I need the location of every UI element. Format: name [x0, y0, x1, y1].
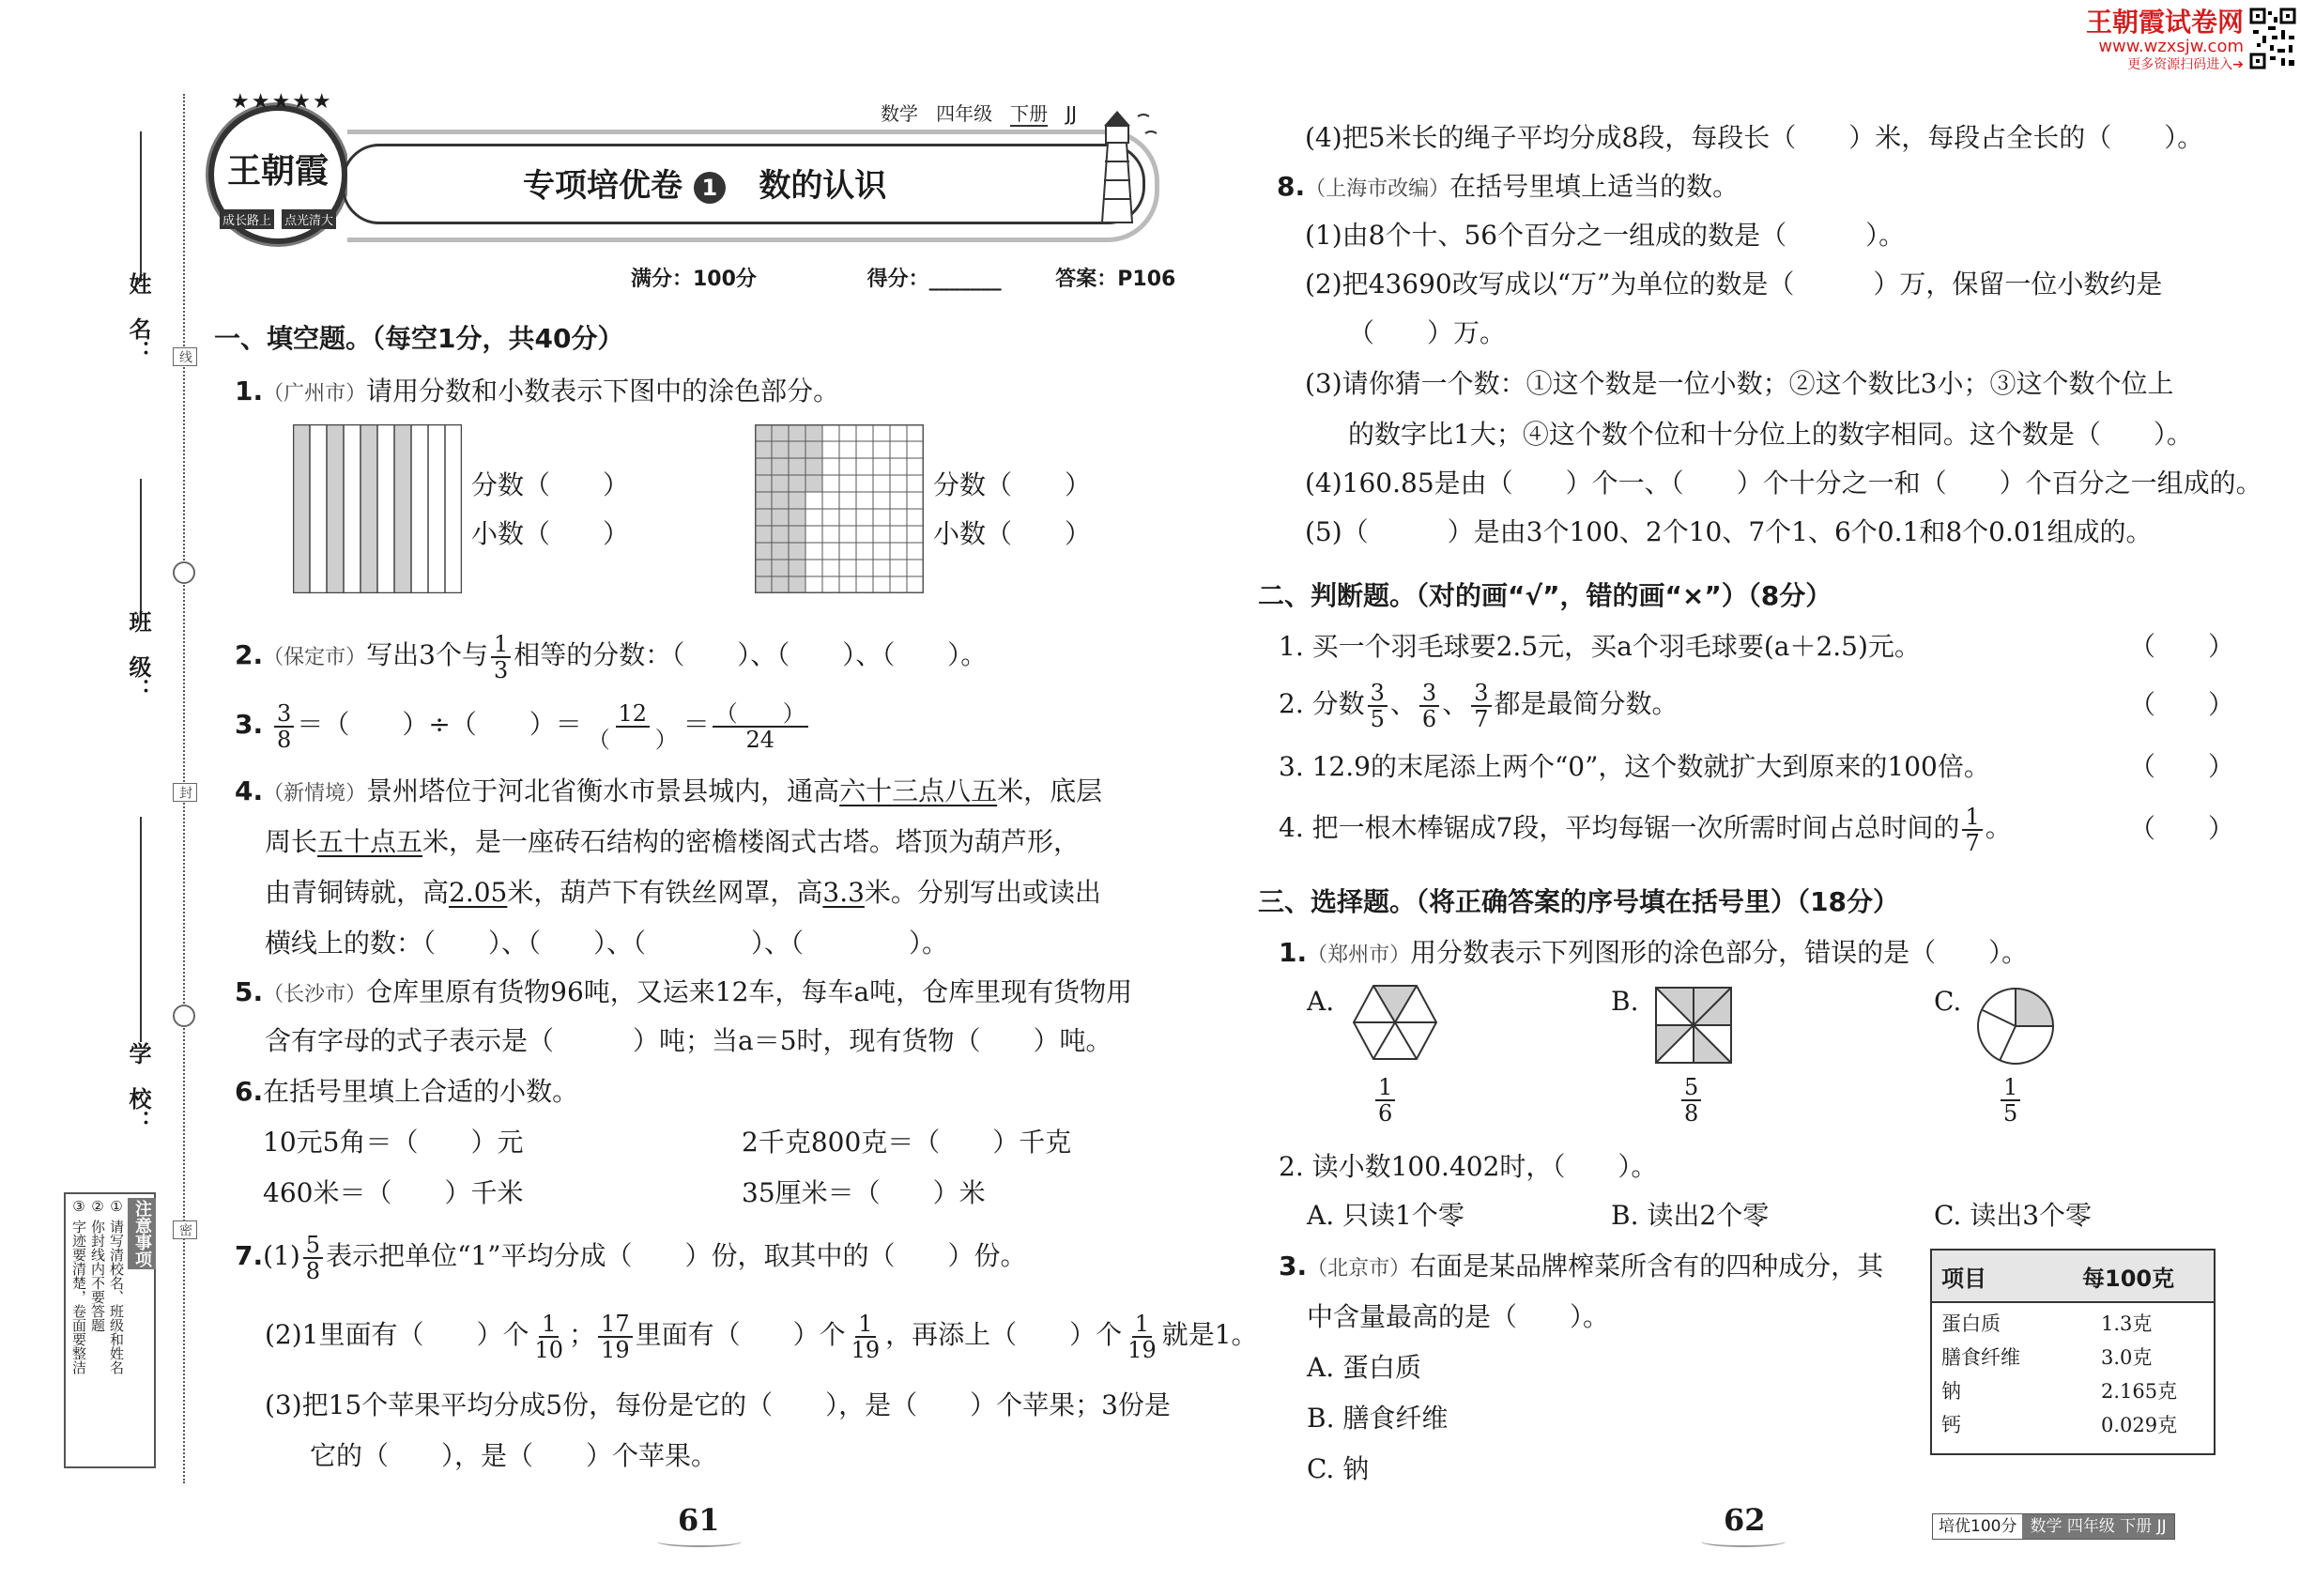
q3-text-b: ＝ [682, 709, 710, 740]
q4-source: （新情境） [263, 782, 367, 806]
table-cell: 蛋白质 [1941, 1312, 2001, 1335]
f-num: 3 [1471, 681, 1491, 707]
q7-f-den: 19 [851, 1336, 881, 1363]
q7-part-3-line-1[interactable]: (3)把15个苹果平均分成5份，每份是它的（ ），是（ ）个苹果；3份是 [265, 1389, 1171, 1420]
choice-q2-option-c[interactable]: C. 读出3个零 [1934, 1200, 2093, 1231]
table-header: 项目 [1941, 1265, 1986, 1292]
choice-q2-option-a[interactable]: A. 只读1个零 [1307, 1200, 1464, 1231]
q4-line-4[interactable]: 横线上的数：（ ）、（ ）、（ ）、（ ）。 [265, 928, 949, 959]
table-header: 每100克 [2082, 1265, 2175, 1292]
table-row [1932, 1408, 2214, 1442]
judge-q4-answer[interactable]: （ ） [2129, 813, 2235, 844]
q7-f-num: 17 [598, 1312, 633, 1338]
q7-f-num: 5 [303, 1233, 323, 1259]
title-pre: 专项培优卷 [523, 167, 682, 205]
judge-q4-text: 4. 把一根木棒锯成7段，平均每锯一次所需时间占总时间的 [1279, 812, 1960, 843]
choice-q3-option-b[interactable]: B. 膳食纤维 [1307, 1403, 1449, 1434]
f-den: 7 [1474, 705, 1489, 732]
q1-fraction-blank-a[interactable]: 分数（ ） [471, 469, 630, 500]
page-number-left: 61 [678, 1502, 720, 1538]
full-score: 满分：100分 [631, 268, 757, 291]
option-c-fraction [1998, 1070, 2023, 1127]
name-label: 姓 名： [125, 272, 151, 362]
choice-q3-line-2[interactable]: 中含量最高的是（ ）。 [1307, 1301, 1610, 1332]
q7-fraction [531, 1312, 566, 1362]
logo-slogan-1: 成长路上 [220, 209, 274, 229]
q3-f3-num[interactable]: （ ） [713, 701, 808, 728]
q6-c[interactable]: 460米＝（ ）千米 [263, 1177, 524, 1208]
q6-text: 在括号里填上合适的小数。 [263, 1076, 579, 1107]
q7-part-1 [235, 1228, 1027, 1284]
f-num: 3 [1368, 681, 1388, 707]
q8-part-4[interactable]: (4)160.85是由（ ）个一、（ ）个十分之一和（ ）个百分之一组成的。 [1305, 468, 2262, 499]
q7-part-2 [265, 1307, 1258, 1363]
hexagon-figure [1352, 984, 1438, 1061]
f-num: 3 [1419, 681, 1439, 707]
q6 [235, 1076, 578, 1108]
seal-mark-2: 封 [173, 783, 197, 802]
judge-q2-text: 2. 分数 [1279, 688, 1365, 719]
q8-part-3-line-2[interactable]: 的数字比1大；④这个数个位和十分位上的数字相同。这个数是（ ）。 [1348, 419, 2193, 450]
q3-f2-num: 12 [616, 701, 651, 728]
q4-number: 4. [235, 775, 264, 806]
watermark-tip: 更多资源扫码进入➔ [2127, 57, 2244, 72]
choice-q3-option-c[interactable]: C. 钠 [1307, 1453, 1370, 1484]
title-banner [347, 130, 1159, 242]
score-line [631, 263, 1175, 292]
answer-page: 答案：P106 [1055, 268, 1176, 291]
note-1: ① 请写清校名、班级和姓名 [108, 1198, 125, 1374]
f-den: 5 [1370, 705, 1385, 732]
q7-f-num: 1 [855, 1312, 875, 1338]
q7-fraction [1125, 1312, 1159, 1362]
stripe-figure [293, 424, 462, 593]
nutrition-table [1930, 1249, 2216, 1455]
f-den: 5 [2003, 1099, 2018, 1127]
table-cell: 钙 [1941, 1414, 1961, 1436]
judge-q2 [1279, 676, 1679, 732]
judge-q4-text: 。 [1985, 812, 2012, 843]
header-meta [881, 99, 1077, 126]
q6-number: 6. [235, 1076, 264, 1107]
q4-underline-4: 3.3 [822, 877, 865, 908]
term: 下册 [1010, 102, 1049, 125]
q4-underline-1: 六十三点八五 [839, 775, 998, 806]
q1-text: 请用分数和小数表示下图中的涂色部分。 [366, 376, 840, 407]
option-b-fraction [1679, 1070, 1704, 1127]
q6-a[interactable]: 10元5角＝（ ）元 [263, 1127, 524, 1158]
seal-mark-1: 线 [173, 347, 197, 366]
q8-part-2-line-2[interactable]: （ ）万。 [1348, 317, 1507, 348]
q3-text-a[interactable]: ＝（ ）÷（ ）＝ [297, 709, 582, 740]
q7-text: 就是1。 [1161, 1319, 1258, 1350]
got-score: 得分：_______ [866, 268, 1002, 291]
judge-q2-text: 都是最简分数。 [1494, 688, 1679, 719]
choice-q3-line-1 [1279, 1251, 1883, 1285]
f-num: 5 [1681, 1075, 1701, 1101]
section-1-title: 一、填空题。（每空1分，共40分） [214, 323, 624, 354]
f-num: 1 [1962, 805, 1982, 831]
q5-line-2[interactable]: 含有字母的式子表示是（ ）吨；当a＝5时，现有货物（ ）吨。 [265, 1025, 1112, 1056]
wave-decoration [657, 1536, 742, 1547]
footer-badge-info: 数学 四年级 下册 JJ [2022, 1514, 2173, 1539]
q3-fraction-1 [274, 701, 294, 752]
q1-fraction-blank-b[interactable]: 分数（ ） [933, 469, 1092, 500]
f-num: 1 [1375, 1075, 1395, 1101]
wave-decoration [1701, 1536, 1786, 1547]
q4-line-3 [265, 877, 1101, 909]
notes-box [64, 1192, 156, 1468]
q4-text: 米。分别写出或读出 [864, 877, 1101, 908]
table-cell: 钠 [1941, 1380, 1961, 1403]
q6-b[interactable]: 2千克800克＝（ ）千克 [742, 1127, 1072, 1158]
choice-q2[interactable]: 2. 读小数100.402时，（ ）。 [1279, 1151, 1658, 1182]
footer-badge [1932, 1513, 2175, 1540]
judge-q1-answer[interactable]: （ ） [2129, 631, 2235, 662]
section-3-title: 三、选择题。（将正确答案的序号填在括号里）（18分） [1258, 886, 1899, 917]
q2-fraction [491, 632, 511, 683]
watermark-brand: 王朝霞试卷网 [2085, 7, 2244, 38]
q1-decimal-blank-a[interactable]: 小数（ ） [471, 518, 630, 549]
q7-f-den: 10 [534, 1336, 564, 1363]
q5-source: （长沙市） [263, 983, 367, 1006]
table-row [1932, 1307, 2214, 1341]
choice-q3-text: 右面是某品牌榨菜所含有的四种成分，其 [1410, 1251, 1884, 1281]
q4-text: 周长 [265, 826, 318, 857]
judge-q2-fraction-1 [1368, 681, 1388, 731]
option-a-label[interactable]: A. [1307, 986, 1335, 1017]
q2-fraction-numerator: 1 [491, 632, 511, 658]
q1-number: 1. [235, 376, 264, 407]
table-cell: 1.3克 [2101, 1312, 2153, 1335]
choice-q1-text[interactable]: 用分数表示下列图形的涂色部分，错误的是（ ）。 [1410, 937, 2029, 968]
q7-text[interactable]: (2)1里面有（ ）个 [265, 1319, 529, 1350]
scissor-icon [173, 561, 195, 584]
judge-q3-answer[interactable]: （ ） [2129, 751, 2235, 782]
q5-line-1 [235, 976, 1132, 1011]
class-label: 班 级： [125, 610, 151, 700]
q3-number: 3. [235, 709, 264, 740]
page-number-right: 62 [1724, 1502, 1766, 1538]
logo [208, 105, 347, 244]
q8-number: 8. [1277, 171, 1306, 202]
choice-q2-option-b[interactable]: B. 读出2个零 [1611, 1200, 1770, 1231]
grade: 四年级 [936, 102, 993, 125]
q5-text: 仓库里原有货物96吨，又运来12车，每车a吨，仓库里现有货物用 [366, 976, 1133, 1007]
note-3: ③ 字迹要清楚，卷面要整洁 [70, 1198, 87, 1374]
edition: JJ [1066, 102, 1078, 125]
q3-f2-den[interactable]: （ ） [587, 726, 678, 753]
q3-f3-den: 24 [745, 726, 775, 753]
circle-figure [1975, 986, 2056, 1067]
q2-text-a: 写出3个与 [366, 639, 488, 670]
q4-text: 米，底层 [997, 775, 1103, 806]
q4-text: 由青铜铸就，高 [265, 877, 450, 908]
section-2-title: 二、判断题。（对的画“√”，错的画“×”）（8分） [1258, 580, 1832, 611]
q7-text: ； [569, 1319, 596, 1350]
q7-fraction [303, 1233, 323, 1283]
q8-source: （上海市改编） [1305, 177, 1450, 201]
table-cell: 3.0克 [2101, 1346, 2153, 1369]
q3-f1-den: 8 [277, 726, 292, 753]
q7-part-3-line-2[interactable]: 它的（ ），是（ ）个苹果。 [310, 1440, 718, 1471]
q4-line-2 [265, 826, 1080, 858]
logo-slogan-2: 点光清大 [282, 209, 336, 229]
note-2: ② 你封线内不要答题 [89, 1198, 106, 1332]
q8 [1277, 171, 1739, 206]
title-main: 数的认识 [759, 167, 887, 205]
q3-fraction-2 [585, 701, 681, 752]
q4-underline-2: 五十点五 [317, 826, 423, 857]
table-row [1932, 1374, 2214, 1408]
page-title [523, 160, 886, 206]
q7-text[interactable]: 里面有（ ）个 [635, 1319, 846, 1350]
q1 [235, 376, 839, 410]
q7-f-num: 1 [539, 1312, 559, 1338]
q4-underline-3: 2.05 [449, 877, 508, 908]
judge-q1: 1. 买一个羽毛球要2.5元，买a个羽毛球要(a＋2.5)元。 [1279, 631, 1921, 662]
f-num: 1 [2001, 1075, 2020, 1101]
q8-part-2-line-1[interactable]: (2)把43690改写成以“万”为单位的数是（ ）万，保留一位小数约是 [1305, 269, 2163, 299]
q6-d[interactable]: 35厘米＝（ ）米 [742, 1177, 986, 1208]
q7-f-den: 8 [305, 1257, 321, 1284]
q4-text: 米，是一座砖石结构的密檐楼阁式古塔。塔顶为葫芦形， [422, 826, 1081, 857]
grid-figure [755, 424, 924, 593]
q7-part-4[interactable]: (4)把5米长的绳子平均分成8段，每段长（ ）米，每段占全长的（ ）。 [1305, 122, 2204, 153]
binding-strip [0, 0, 192, 1596]
q5-number: 5. [235, 976, 264, 1007]
judge-q3: 3. 12.9的末尾添上两个“0”，这个数就扩大到原来的100倍。 [1279, 751, 1990, 782]
title-number-badge: 1 [694, 172, 726, 204]
choice-q3-option-a[interactable]: A. 蛋白质 [1307, 1352, 1422, 1383]
q8-text: 在括号里填上适当的数。 [1449, 171, 1740, 202]
lighthouse-icon [1080, 105, 1164, 227]
option-c-label[interactable]: C. [1934, 986, 1962, 1017]
f-den: 7 [1965, 829, 1980, 856]
watermark-url: www.wzxsjw.com [2098, 37, 2244, 56]
q2-number: 2. [235, 639, 264, 670]
footer-badge-brand: 培优100分 [1933, 1514, 2022, 1539]
judge-q4 [1279, 800, 2012, 856]
q4-line-1 [235, 775, 1102, 810]
q7-f-den: 19 [1127, 1336, 1157, 1363]
seal-mark-3: 密 [173, 1220, 197, 1239]
option-a-fraction [1372, 1070, 1398, 1127]
q7-text[interactable]: 表示把单位“1”平均分成（ ）份，取其中的（ ）份。 [326, 1240, 1027, 1271]
option-b-label[interactable]: B. [1611, 986, 1639, 1017]
q2-fraction-denominator: 3 [493, 656, 509, 683]
table-cell: 0.029克 [2101, 1414, 2178, 1436]
choice-q1 [1279, 937, 2028, 972]
qr-code-icon [2249, 8, 2296, 69]
q1-decimal-blank-b[interactable]: 小数（ ） [933, 518, 1092, 549]
judge-q2-answer[interactable]: （ ） [2129, 689, 2235, 720]
q3-fraction-3 [713, 701, 808, 752]
f-den: 8 [1684, 1099, 1699, 1127]
square-figure [1654, 986, 1733, 1065]
q1-source: （广州市） [263, 382, 367, 406]
q2-text-b[interactable]: 相等的分数：（ ）、（ ）、（ ）。 [514, 639, 988, 670]
scissor-icon [173, 1005, 195, 1027]
q8-part-1[interactable]: (1)由8个十、56个百分之一组成的数是（ ）。 [1305, 220, 1906, 251]
q7-number: 7. [235, 1240, 264, 1271]
q2-source: （保定市） [263, 646, 367, 669]
table-row [1932, 1341, 2214, 1374]
q3 [235, 697, 811, 753]
subject: 数学 [881, 102, 918, 125]
f-den: 6 [1378, 1099, 1393, 1127]
separator: 、 [1389, 688, 1417, 719]
table-cell: 2.165克 [2101, 1380, 2178, 1403]
judge-q2-fraction-3 [1471, 681, 1491, 731]
judge-q4-fraction [1962, 805, 1982, 855]
q7-label: (1) [263, 1240, 300, 1271]
choice-q1-number: 1. [1279, 937, 1308, 968]
choice-q3-number: 3. [1279, 1251, 1308, 1281]
q4-text: 米，葫芦下有铁丝网罩，高 [507, 877, 823, 908]
watermark [2009, 8, 2244, 73]
f-den: 6 [1421, 705, 1437, 732]
school-label: 学 校： [125, 1042, 151, 1132]
q2 [235, 627, 987, 686]
judge-q2-fraction-2 [1419, 681, 1439, 731]
q3-f1-num: 3 [274, 701, 294, 728]
table-cell: 膳食纤维 [1941, 1346, 2020, 1369]
q7-text[interactable]: ，再添上（ ）个 [885, 1319, 1123, 1350]
q8-part-3-line-1: (3)请你猜一个数：①这个数是一位小数；②这个数比3小；③这个数个位上 [1305, 368, 2174, 399]
choice-q3-source: （北京市） [1307, 1257, 1411, 1281]
q8-part-5[interactable]: (5)（ ）是由3个100、2个10、7个1、6个0.1和8个0.01组成的。 [1305, 516, 2153, 547]
q7-f-den: 19 [601, 1336, 630, 1363]
q7-f-num: 1 [1132, 1312, 1152, 1338]
logo-stars-icon: ★★★★★ [231, 90, 333, 114]
choice-q1-source: （郑州市） [1307, 944, 1411, 967]
q7-fraction [598, 1312, 633, 1362]
notes-title: 注意事项 [128, 1198, 156, 1269]
separator: 、 [1442, 688, 1469, 719]
q4-text: 景州塔位于河北省衡水市景县城内，通高 [366, 775, 840, 806]
logo-name: 王朝霞 [226, 151, 329, 191]
q7-fraction [849, 1312, 883, 1362]
